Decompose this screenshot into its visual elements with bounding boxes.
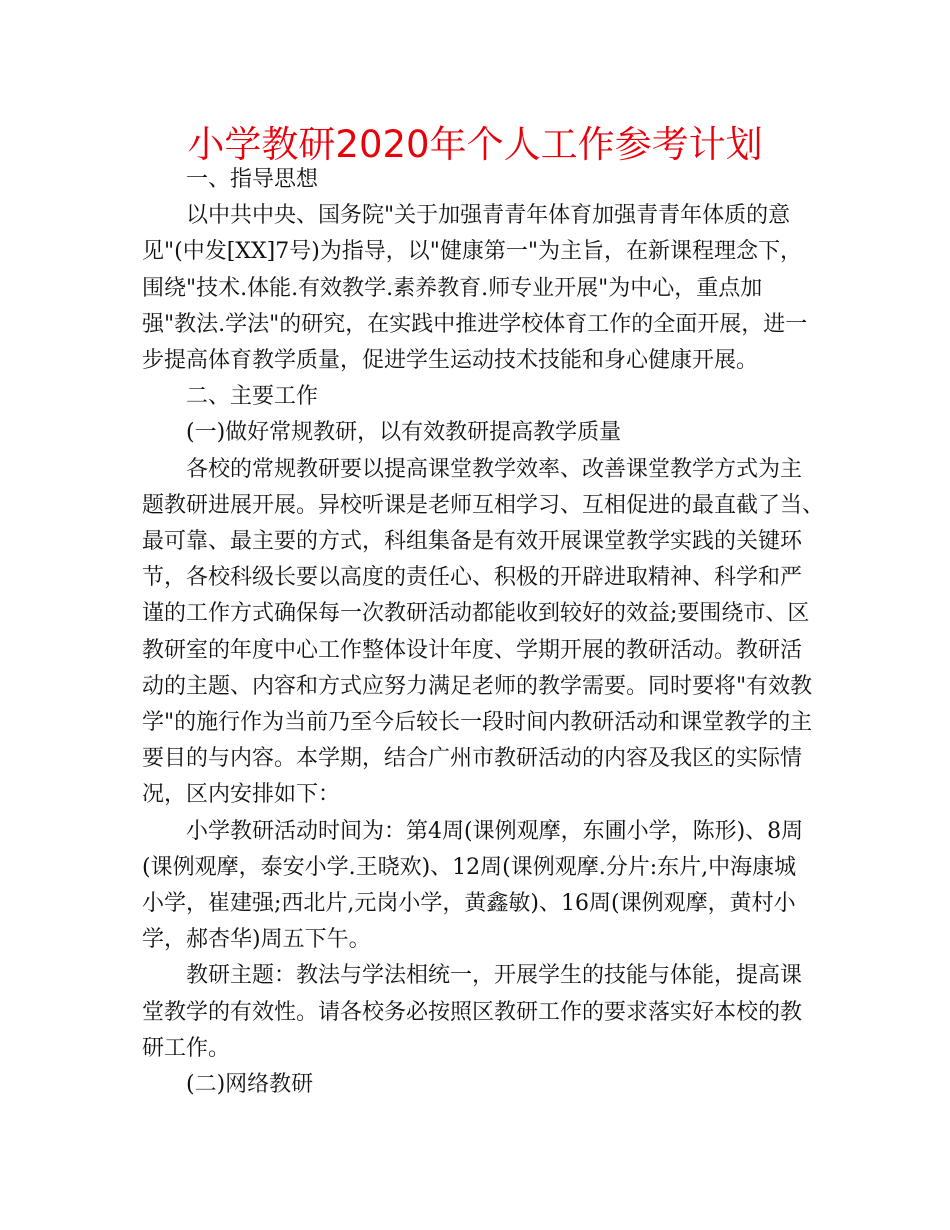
text-line: 动的主题、内容和方式应努力满足老师的教学需要。同时要将"有效教	[142, 673, 813, 699]
text-line: 要目的与内容。本学期，结合广州市教研活动的内容及我区的实际情	[142, 746, 803, 772]
paragraph	[142, 452, 825, 814]
subsection-heading: (一)做好常规教研，以有效教研提高教学质量	[186, 420, 622, 446]
text-line: 小学教研活动时间为：第4周(课例观摩，东圃小学，陈形)、8周	[186, 818, 804, 844]
text-line: 步提高体育教学质量，促进学生运动技术技能和身心健康开展。	[142, 348, 759, 374]
text-line: 学，郝杏华)周五下午。	[142, 927, 371, 953]
text-line: 节，各校科级长要以高度的责任心、积极的开辟进取精神、科学和严	[142, 565, 803, 591]
text-line: 教研主题：教法与学法相统一，开展学生的技能与体能，提高课	[186, 963, 803, 989]
subsection-heading: (二)网络教研	[186, 1072, 314, 1098]
section-heading: 一、指导思想	[186, 167, 319, 192]
text-line: 教研室的年度中心工作整体设计年度、学期开展的教研活动。教研活	[142, 637, 803, 663]
paragraph	[142, 814, 822, 959]
text-line: 小学，崔建强;西北片,元岗小学，黄鑫敏)、16周(课例观摩，黄村小	[142, 891, 796, 917]
text-line: 堂教学的有效性。请各校务必按照区教研工作的要求落实好本校的教	[142, 999, 803, 1025]
text-line: (课例观摩，泰安小学.王晓欢)、12周(课例观摩.分片:东片,中海康城	[142, 854, 797, 880]
text-line: 见"(中发[XX]7号)为指导，以"健康第一"为主旨，在新课程理念下，	[142, 239, 803, 265]
text-line: 研工作。	[142, 1035, 231, 1061]
text-line: 围绕"技术.体能.有效教学.素养教育.师专业开展"为中心，重点加	[142, 275, 763, 301]
text-line: 以中共中央、国务院"关于加强青青年体育加强青青年体质的意	[186, 203, 791, 229]
text-line: 学"的施行作为当前乃至今后较长一段时间内教研活动和课堂教学的主	[142, 710, 813, 736]
paragraph	[142, 198, 822, 379]
text-line: 最可靠、最主要的方式，科组集备是有效开展课堂教学实践的关键环	[142, 529, 803, 555]
document-body	[142, 162, 825, 1103]
text-line: 各校的常规教研要以提高课堂教学效率、改善课堂教学方式为主	[186, 456, 803, 482]
section-heading: 二、主要工作	[186, 384, 319, 410]
text-line: 况，区内安排如下：	[142, 782, 341, 808]
paragraph	[142, 958, 822, 1067]
text-line: 谨的工作方式确保每一次教研活动都能收到较好的效益;要围绕市、区	[142, 601, 810, 627]
text-line: 题教研进展开展。异校听课是老师互相学习、互相促进的最直截了当、	[142, 492, 825, 518]
document-title: 小学教研2020年个人工作参考计划	[187, 123, 763, 166]
text-line: 强"教法.学法"的研究，在实践中推进学校体育工作的全面开展，进一	[142, 311, 808, 337]
